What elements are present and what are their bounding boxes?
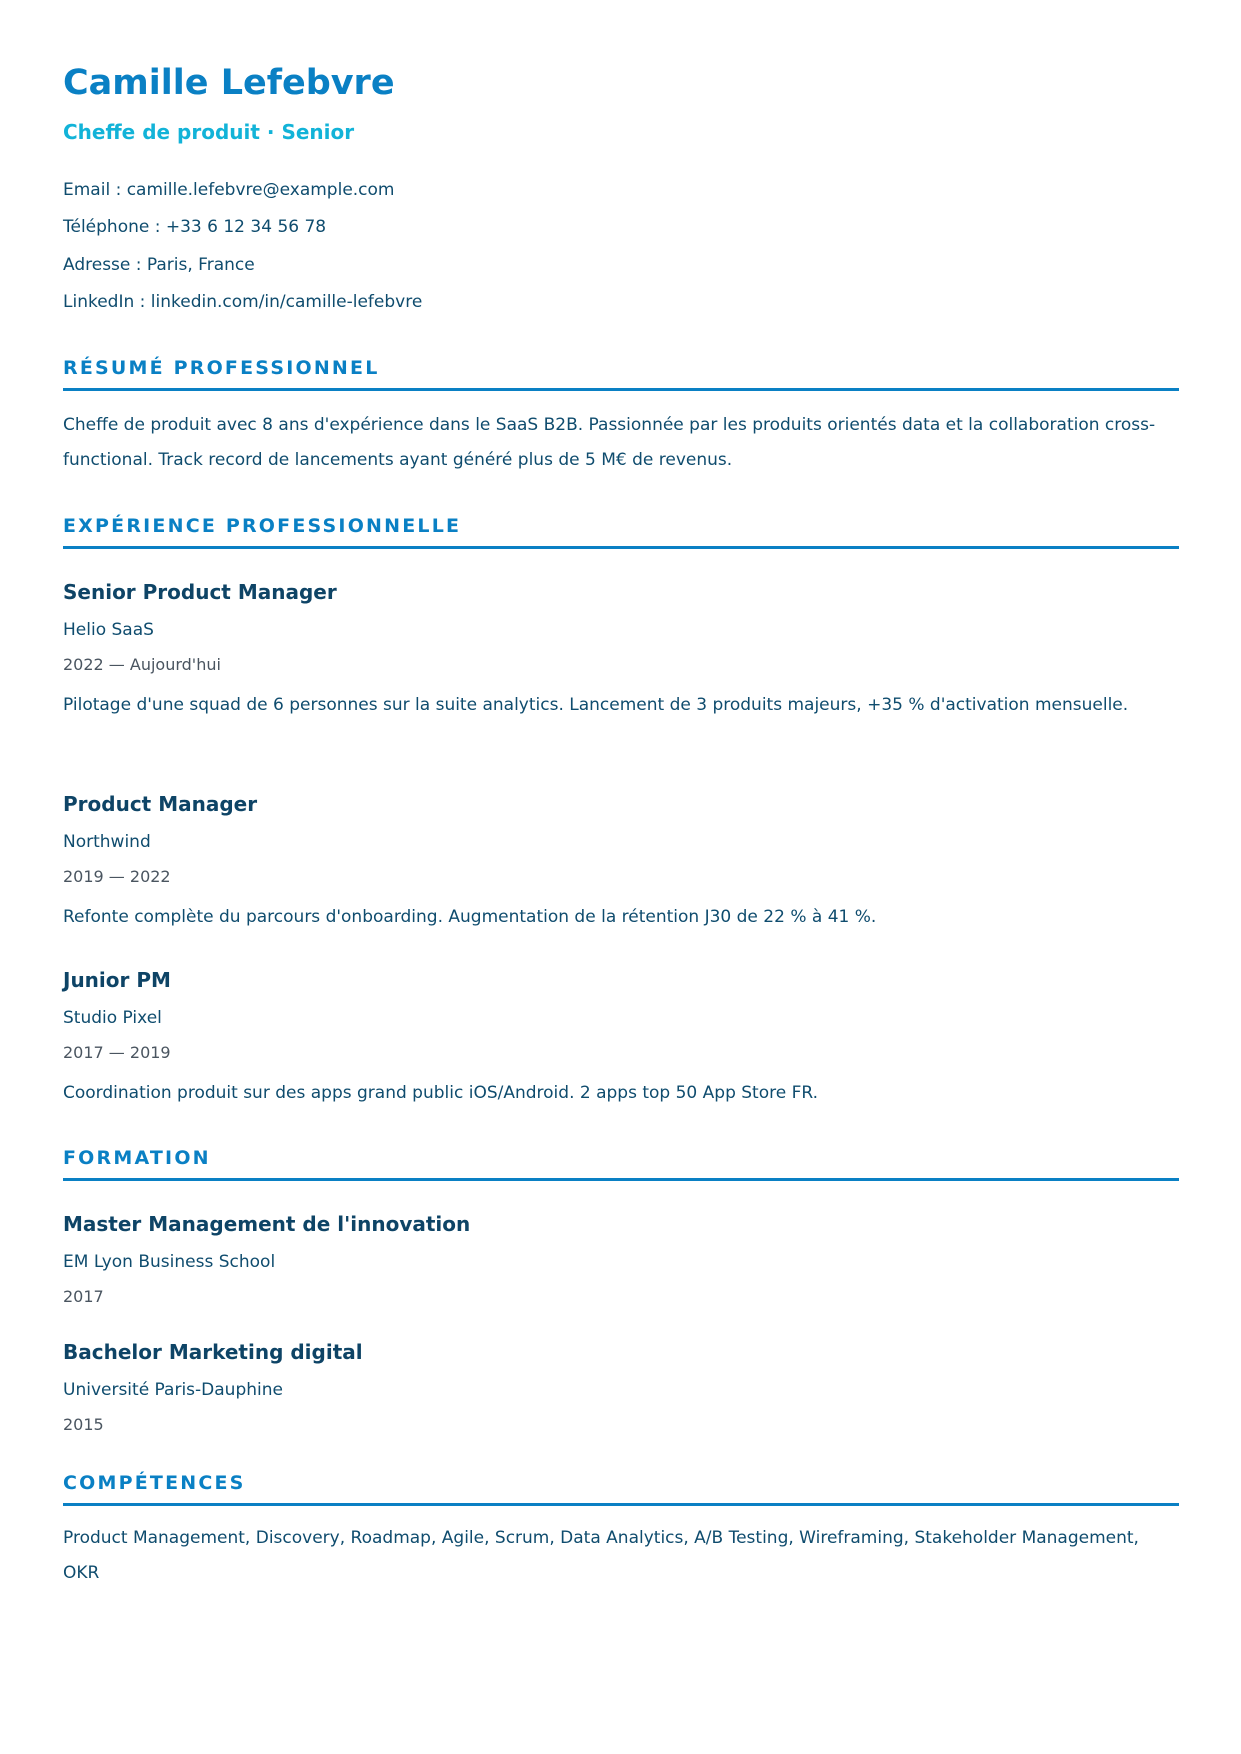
experience-description: Coordination produit sur des apps grand public iOS/Android. 2 apps top 50 App Store FR. (63, 1083, 818, 1103)
section-divider (63, 388, 1179, 391)
experience-dates: 2019 — 2022 (63, 867, 171, 886)
experience-company: Studio Pixel (63, 1008, 162, 1028)
skills-text: Product Management, Discovery, Roadmap, Agile, Scrum, Data Analytics, A/B Testing, Wireframing, Stakeholder Management, OKR (63, 1528, 1139, 1583)
section-title-skills: COMPÉTENCES (63, 1472, 246, 1494)
candidate-name: Camille Lefebvre (63, 63, 395, 103)
job-title: Cheffe de produit · Senior (63, 120, 355, 144)
experience-company: Helio SaaS (63, 620, 154, 640)
experience-title: Product Manager (63, 792, 258, 816)
section-title-education: FORMATION (63, 1147, 211, 1169)
education-year: 2015 (63, 1415, 104, 1434)
section-title-summary: RÉSUMÉ PROFESSIONNEL (63, 357, 380, 379)
education-year: 2017 (63, 1287, 104, 1306)
experience-company: Northwind (63, 832, 151, 852)
contact-email: Email : camille.lefebvre@example.com (63, 180, 395, 200)
education-school: EM Lyon Business School (63, 1252, 276, 1272)
section-title-experience: EXPÉRIENCE PROFESSIONNELLE (63, 515, 462, 537)
summary-text: Cheffe de produit avec 8 ans d'expérience dans le SaaS B2B. Passionnée par les produits orientés data et la collaboration cross-functional. Track record de lancements ayant généré plus de 5 M€ de revenus. (63, 415, 1156, 470)
contact-linkedin: LinkedIn : linkedin.com/in/camille-lefebvre (63, 292, 423, 312)
experience-title: Senior Product Manager (63, 580, 337, 604)
section-divider (63, 1178, 1179, 1181)
education-school: Université Paris-Dauphine (63, 1380, 283, 1400)
contact-phone: Téléphone : +33 6 12 34 56 78 (63, 217, 327, 237)
section-divider (63, 1503, 1179, 1506)
education-degree: Bachelor Marketing digital (63, 1340, 363, 1364)
experience-description: Pilotage d'une squad de 6 personnes sur la suite analytics. Lancement de 3 produits majeurs, +35 % d'activation mensuelle. (63, 695, 1129, 715)
experience-dates: 2022 — Aujourd'hui (63, 655, 221, 674)
contact-address: Adresse : Paris, France (63, 255, 255, 275)
education-degree: Master Management de l'innovation (63, 1212, 471, 1236)
experience-description: Refonte complète du parcours d'onboarding. Augmentation de la rétention J30 de 22 % à 41 %. (63, 907, 877, 927)
section-divider (63, 546, 1179, 549)
experience-dates: 2017 — 2019 (63, 1043, 171, 1062)
experience-title: Junior PM (63, 968, 171, 992)
